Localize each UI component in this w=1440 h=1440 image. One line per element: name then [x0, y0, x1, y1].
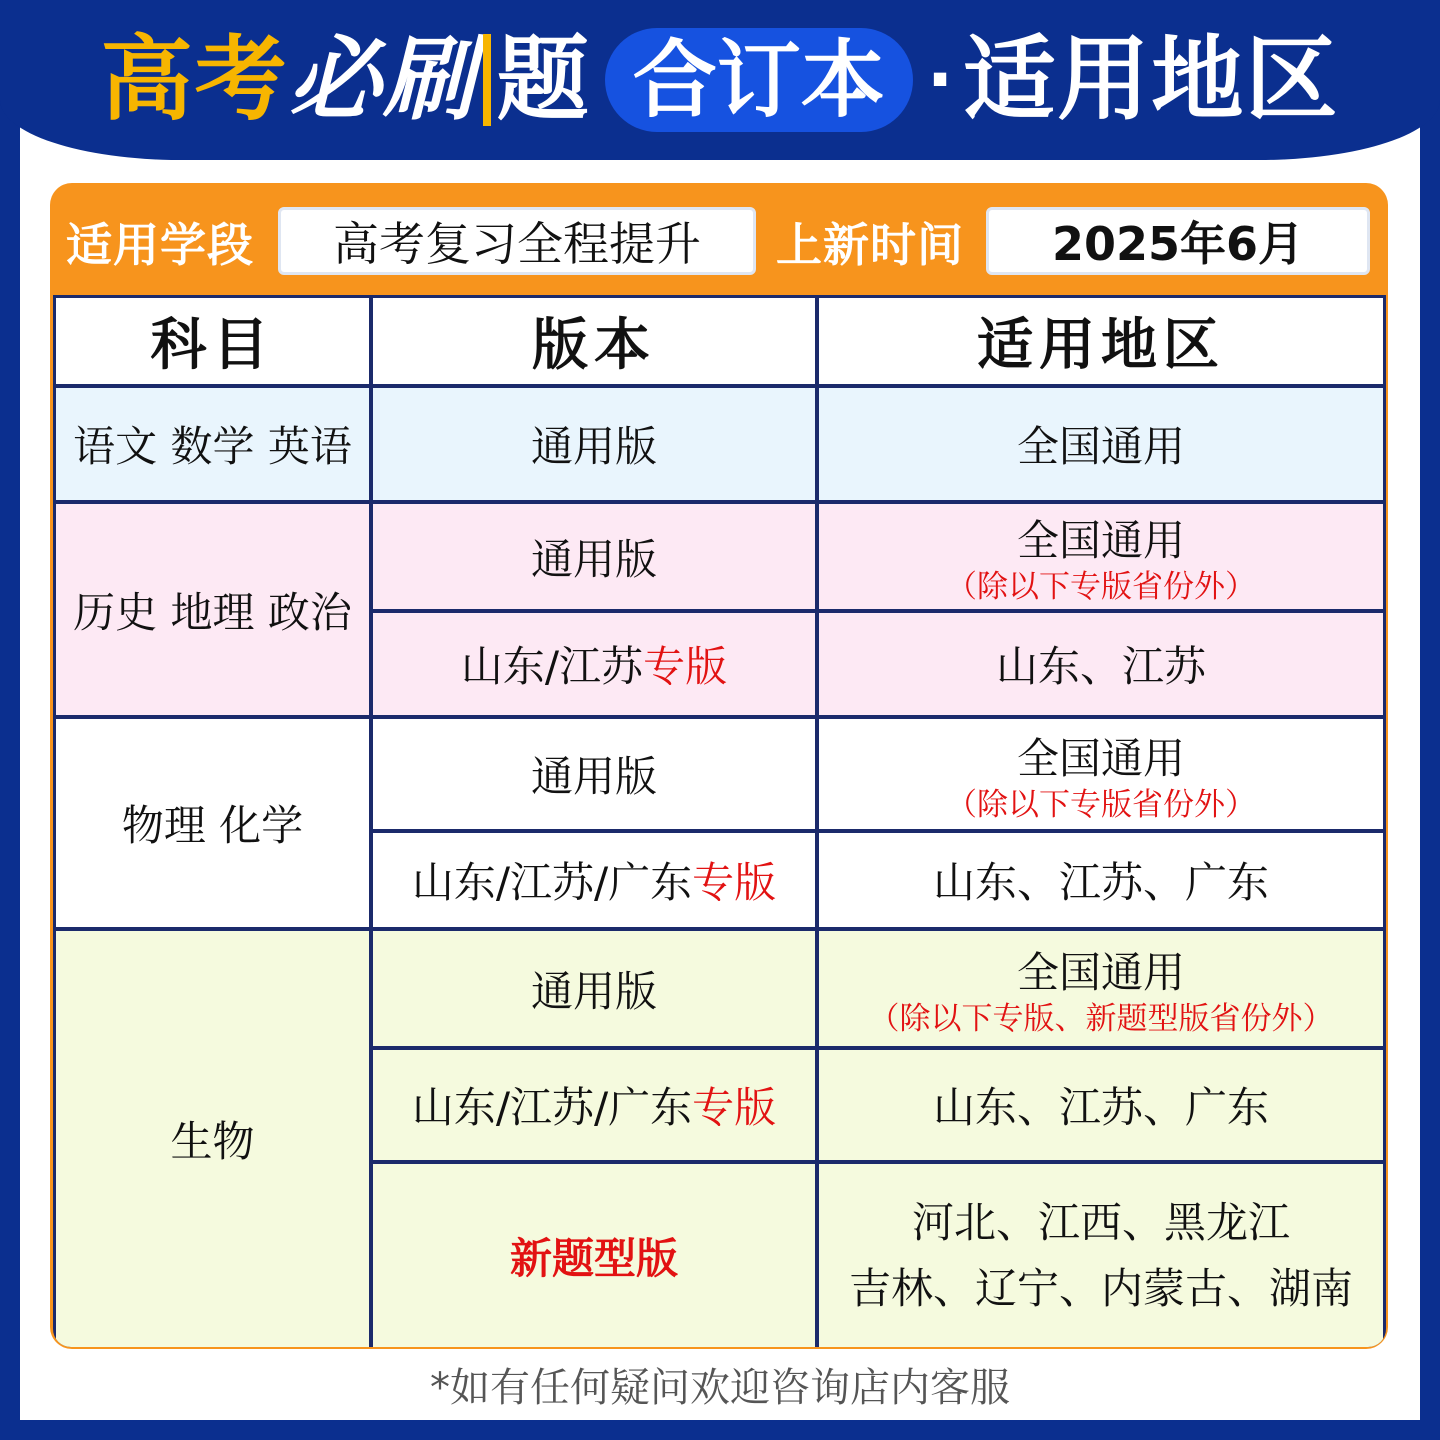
r1-region: 全国通用: [819, 388, 1383, 500]
r2-region-1: [819, 504, 1383, 609]
header-subject: 科目: [56, 298, 369, 384]
title-ti: 题: [496, 26, 591, 133]
r3-region-1-note: （除以下专版省份外）: [946, 786, 1256, 823]
date-label: 上新时间: [776, 218, 964, 272]
r2-version-2-prefix: 山东/江苏: [460, 642, 644, 691]
r3-region-1-text: 全国通用: [1016, 733, 1185, 783]
r4-region-3-line1: 河北、江西、黑龙江: [911, 1198, 1290, 1248]
stage-value: 高考复习全程提升: [278, 207, 756, 275]
r3-version-2-suffix: 专版: [692, 858, 777, 907]
r2-version-2: [373, 613, 815, 715]
title-gaokao: 高考: [100, 26, 289, 133]
r3-subject: 物理 化学: [56, 719, 369, 927]
r1-version: 通用版: [373, 388, 815, 500]
footer-note: *如有任何疑问欢迎咨询店内客服: [430, 1365, 1010, 1411]
date-value: 2025年6月: [986, 207, 1370, 275]
title-pill-hedingben: 合订本: [605, 28, 913, 132]
r4-region-1: [819, 931, 1383, 1046]
r4-region-3-line2: 吉林、辽宁、内蒙古、湖南: [848, 1263, 1353, 1313]
header-region: 适用地区: [819, 298, 1383, 384]
r2-region-1-text: 全国通用: [1016, 516, 1185, 566]
r1-subject: 语文 数学 英语: [56, 388, 369, 500]
stage-label: 适用学段: [66, 218, 254, 272]
header-version: 版本: [373, 298, 815, 384]
title-dot: ·: [926, 39, 954, 121]
r4-subject: 生物: [56, 931, 369, 1347]
title-suffix: 适用地区: [963, 26, 1340, 133]
r2-region-1-note: （除以下专版省份外）: [946, 569, 1256, 606]
r4-region-2: 山东、江苏、广东: [819, 1050, 1383, 1160]
r4-version-1: 通用版: [373, 931, 815, 1046]
r4-region-1-note: （除以下专版、新题型版省份外）: [868, 1001, 1334, 1038]
info-card: [50, 183, 1388, 1349]
r4-version-2-suffix: 专版: [692, 1083, 777, 1132]
r3-version-2-prefix: 山东/江苏/广东: [411, 858, 693, 907]
r3-region-2: 山东、江苏、广东: [819, 833, 1383, 927]
r2-version-1: 通用版: [373, 504, 815, 609]
r3-region-1: [819, 719, 1383, 829]
r4-version-3: 新题型版: [373, 1164, 815, 1347]
r2-region-2: 山东、江苏: [819, 613, 1383, 715]
region-table: [53, 295, 1386, 1347]
r3-version-1: 通用版: [373, 719, 815, 829]
r3-version-2: [373, 833, 815, 927]
r4-region-1-text: 全国通用: [1016, 948, 1185, 998]
title-bishua: 必刷: [288, 26, 477, 133]
banner-title: [0, 0, 1440, 160]
r4-region-3: [819, 1164, 1383, 1347]
title-accent-bar: [483, 34, 491, 126]
header-banner: [0, 0, 1440, 160]
r4-version-2-prefix: 山东/江苏/广东: [411, 1083, 693, 1132]
r2-version-2-suffix: 专版: [643, 642, 728, 691]
info-row: [50, 183, 1388, 295]
r4-version-2: [373, 1050, 815, 1160]
r2-subject: 历史 地理 政治: [56, 504, 369, 715]
